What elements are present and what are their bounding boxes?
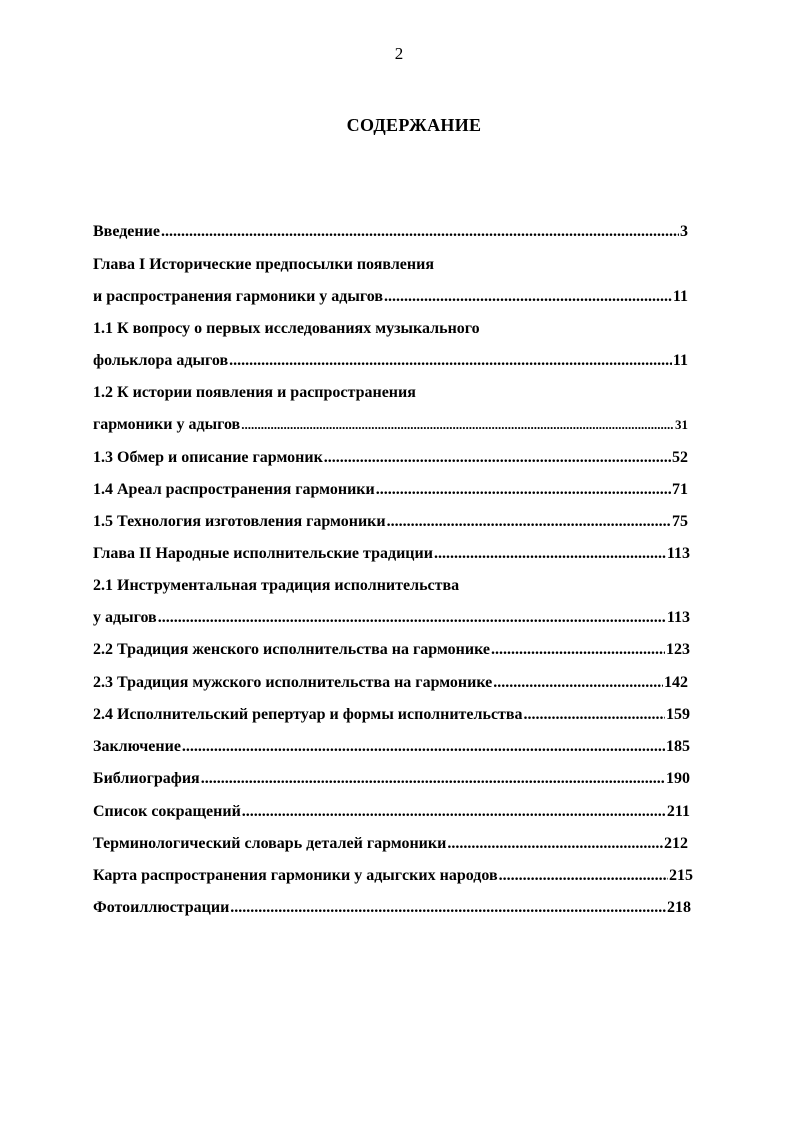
toc-entry-text: Глава II Народные исполнительские традиции (93, 545, 433, 562)
toc-entry-text: Карта распространения гармоники у адыгских народов (93, 867, 498, 884)
toc-entry-page: 71 (672, 481, 688, 498)
page-title: СОДЕРЖАНИЕ (346, 115, 482, 135)
toc-entry-text: Фотоиллюстрации (93, 899, 230, 916)
toc-entry-text: 1.5 Технология изготовления гармоники (93, 513, 386, 530)
toc-entry-introduction[interactable] (93, 222, 688, 242)
toc-entry-text: 2.2 Традиция женского исполнительства на гармонике (93, 641, 490, 658)
toc-entry-page: 123 (666, 641, 690, 658)
toc-entry-section-2-1-cont[interactable] (93, 608, 690, 628)
dot-leader (201, 769, 665, 789)
dot-leader (324, 448, 671, 468)
toc-entry-section-1-3[interactable] (93, 448, 688, 468)
dot-leader (229, 351, 672, 371)
dot-leader (384, 287, 672, 307)
toc-entry-page: 185 (666, 738, 690, 755)
toc-entry-text: Глава I Исторические предпосылки появления (93, 256, 434, 273)
toc-entry-page: 31 (675, 417, 688, 432)
toc-entry-text: фольклора адыгов (93, 352, 229, 369)
toc-entry-photos[interactable] (93, 898, 691, 918)
toc-entry-map[interactable] (93, 866, 693, 886)
dot-leader (182, 737, 665, 757)
dot-leader (493, 673, 663, 693)
toc-entry-text: Заключение (93, 738, 181, 755)
toc-entry-text: и распространения гармоники у адыгов (93, 288, 383, 305)
dot-leader (524, 705, 665, 725)
toc-entry-bibliography[interactable] (93, 769, 690, 789)
toc-entry-text: 1.4 Ареал распространения гармоники (93, 481, 375, 498)
toc-entry-page: 11 (672, 288, 688, 305)
toc-entry-page: 75 (672, 513, 688, 530)
dot-leader (241, 415, 674, 435)
toc-entry-page: 215 (669, 867, 693, 884)
toc-entry-section-2-1[interactable] (93, 576, 459, 596)
toc-entry-text: Введение (93, 223, 160, 240)
toc-entry-text: 2.1 Инструментальная традиция исполнительства (93, 577, 460, 594)
toc-entry-section-2-2[interactable] (93, 640, 690, 660)
dot-leader (376, 480, 671, 500)
toc-entry-chapter-1[interactable] (93, 255, 434, 275)
toc-entry-glossary[interactable] (93, 834, 688, 854)
dot-leader (387, 512, 671, 532)
toc-entry-text: Список сокращений (93, 803, 241, 820)
toc-entry-section-1-2[interactable] (93, 383, 416, 403)
toc-entry-text: гармоники у адыгов (93, 416, 241, 433)
toc-entry-text: Библиография (93, 770, 200, 787)
toc-entry-page: 212 (664, 835, 688, 852)
toc-entry-chapter-2[interactable] (93, 544, 690, 564)
toc-entry-text: 2.3 Традиция мужского исполнительства на гармонике (93, 674, 493, 691)
page-number: 2 (394, 44, 404, 63)
toc-entry-page: 211 (666, 803, 690, 820)
toc-entry-section-1-1-cont[interactable] (93, 351, 688, 371)
dot-leader (499, 866, 668, 886)
toc-entry-section-1-2-cont[interactable] (93, 415, 688, 435)
toc-entry-section-2-4[interactable] (93, 705, 690, 725)
toc-entry-text: 1.2 К истории появления и распространения (93, 384, 416, 401)
toc-entry-text: Терминологический словарь деталей гармоники (93, 835, 447, 852)
toc-entry-page: 11 (672, 352, 688, 369)
toc-entry-page: 218 (667, 899, 691, 916)
toc-entry-section-1-4[interactable] (93, 480, 688, 500)
toc-entry-page: 113 (666, 609, 690, 626)
toc-entry-chapter-1-cont[interactable] (93, 287, 688, 307)
toc-entry-section-2-3[interactable] (93, 673, 688, 693)
toc-entry-page: 159 (666, 706, 690, 723)
toc-entry-page: 142 (664, 674, 688, 691)
toc-entry-page: 3 (680, 223, 688, 240)
toc-entry-page: 52 (672, 449, 688, 466)
dot-leader (158, 608, 666, 628)
toc-entry-text: 1.3 Обмер и описание гармоник (93, 449, 323, 466)
toc-entry-abbreviations[interactable] (93, 802, 690, 822)
toc-entry-conclusion[interactable] (93, 737, 690, 757)
toc-entry-text: 2.4 Исполнительский репертуар и формы исполнительства (93, 706, 523, 723)
toc-entry-page: 113 (666, 545, 690, 562)
dot-leader (230, 898, 666, 918)
dot-leader (447, 834, 663, 854)
dot-leader (161, 222, 679, 242)
toc-entry-page: 190 (666, 770, 690, 787)
toc-entry-section-1-5[interactable] (93, 512, 688, 532)
dot-leader (434, 544, 666, 564)
toc-entry-text: у адыгов (93, 609, 157, 626)
toc-entry-text: 1.1 К вопросу о первых исследованиях музыкального (93, 320, 480, 337)
dot-leader (242, 802, 666, 822)
toc-entry-section-1-1[interactable] (93, 319, 480, 339)
dot-leader (491, 640, 665, 660)
